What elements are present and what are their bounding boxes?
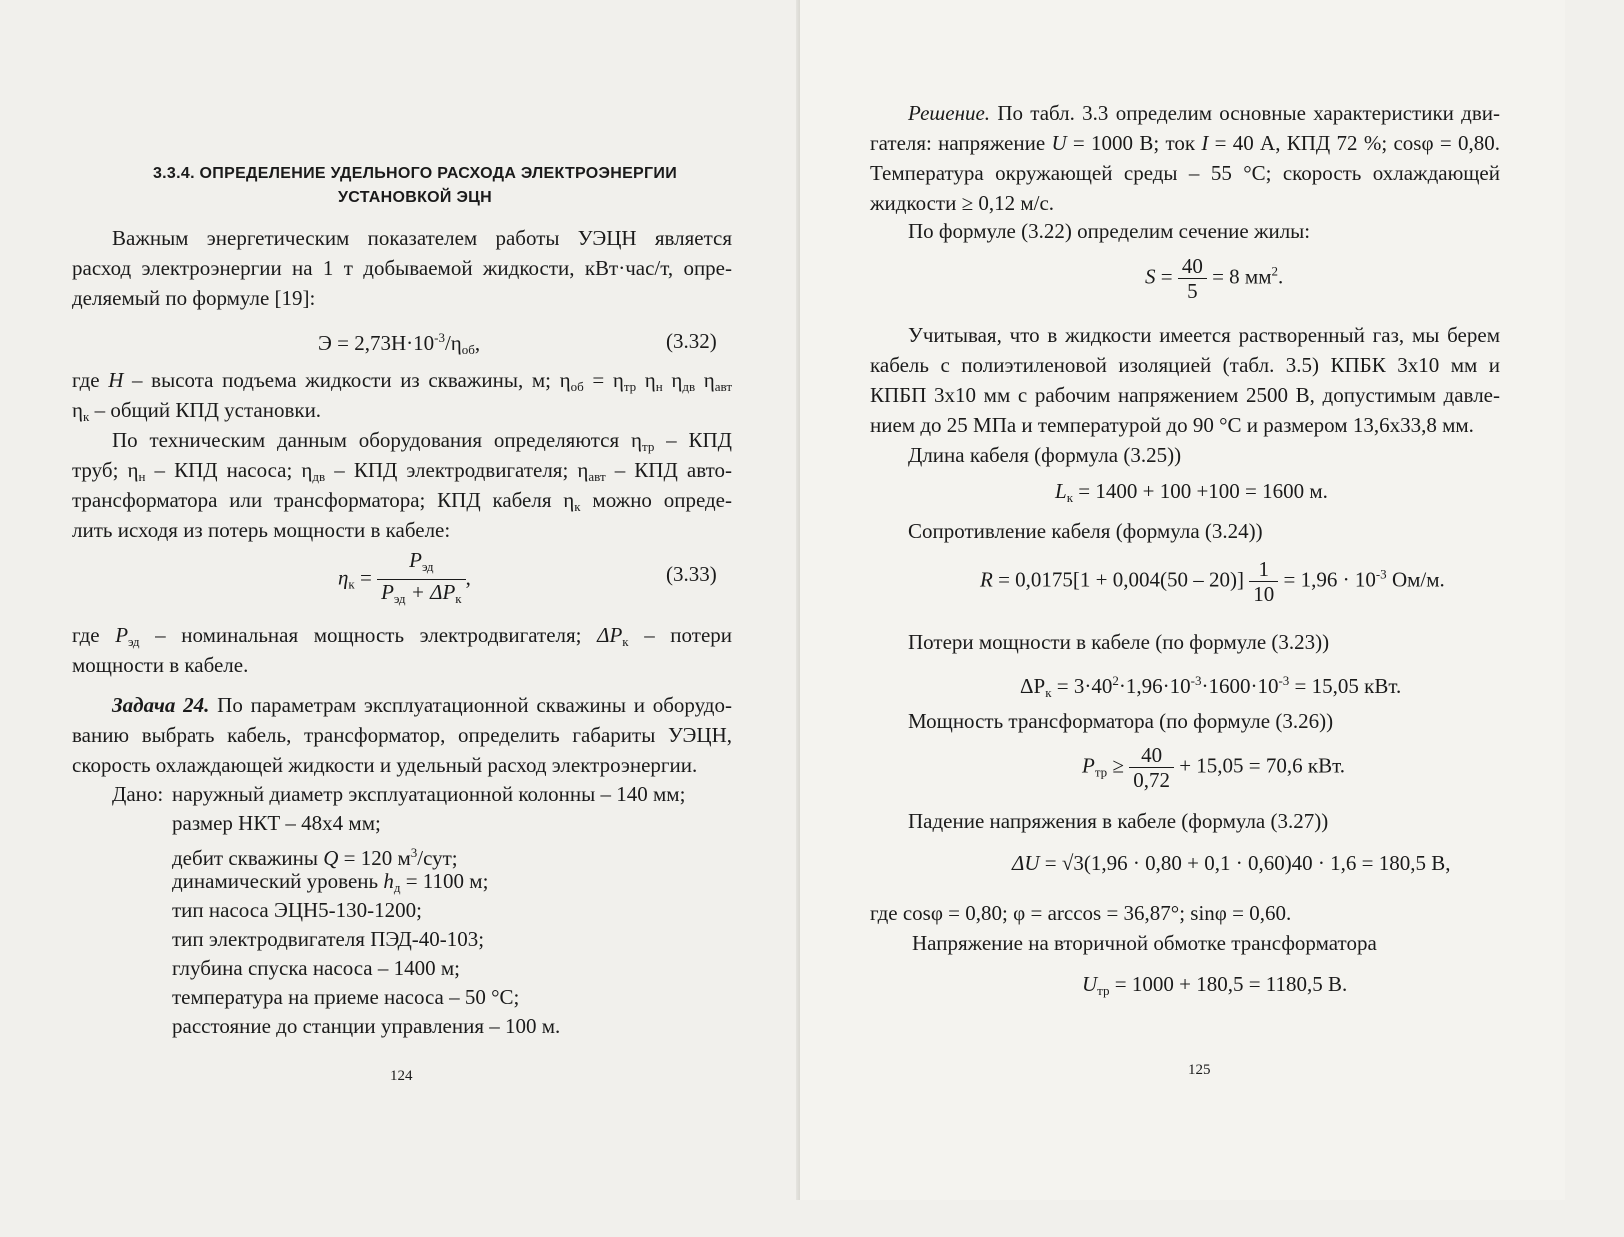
loss-d: = 15,05 кВт. <box>1289 674 1402 698</box>
where3-a: где <box>72 623 116 647</box>
loss-b: ·1,96·10 <box>1118 674 1191 698</box>
fS-den: 5 <box>1187 279 1198 303</box>
left-page <box>0 0 800 1200</box>
loss-c: ·1600·10 <box>1201 674 1279 698</box>
formula-resistance <box>980 557 1445 606</box>
equation-number-3-32: (3.32) <box>666 329 717 353</box>
sol2-c: = 40 А, КПД 72 %; cosφ = 0,80. <box>1208 131 1500 155</box>
f333-lhs: η <box>338 565 349 590</box>
where2-s: к <box>82 409 90 424</box>
sol2-I: I <box>1201 131 1209 155</box>
res-fraction <box>1249 557 1278 606</box>
tech2-s1: н <box>138 469 146 484</box>
voltage-drop-label: Падение напряжения в кабеле (формула (3.27)) <box>908 809 1329 833</box>
fS-sup: 2 <box>1271 263 1279 279</box>
solution-line-2 <box>870 128 1500 158</box>
tr-lhs: P <box>1082 753 1095 778</box>
where1-s1: об <box>570 379 584 394</box>
given-label: Дано: <box>112 782 164 806</box>
where1-s4: дв <box>682 379 696 394</box>
where3-b: – номинальная мощность электродвигателя; <box>139 623 598 647</box>
len-rhs: = 1400 + 100 +100 = 1600 м. <box>1073 479 1328 503</box>
sol2-a: гателя: напряжение <box>870 131 1052 155</box>
where1-b: – высота подъема жидкости из скважины, м; η <box>132 368 571 392</box>
task-l1: По параметрам эксплуатационной скважины и оборудо- <box>209 693 732 717</box>
res-num: 1 <box>1249 557 1278 582</box>
secondary-voltage-label: Напряжение на вторичной обмотке трансформатора <box>912 931 1377 955</box>
task-line-3: скорость охлаждающей жидкости и удельный расход электроэнергии. <box>72 753 698 777</box>
f333-numerator <box>377 548 466 580</box>
sol2-b: = 1000 В; ток <box>1066 131 1202 155</box>
tr-den: 0,72 <box>1133 768 1170 792</box>
where3-dP: ΔP <box>597 623 623 647</box>
cos-phi-line: где cosφ = 0,80; φ = arccos = 36,87°; sinφ = 0,60. <box>870 901 1292 925</box>
solution-title: Решение. <box>908 101 991 125</box>
where3-c: – потери <box>628 623 733 647</box>
tr-sub: тр <box>1094 764 1108 780</box>
page-number-right: 125 <box>1188 1062 1211 1078</box>
where3-P: P <box>115 623 129 647</box>
sol-l1: По табл. 3.3 определим основные характеристики дви- <box>990 101 1500 125</box>
fS-eq: = <box>1155 264 1173 289</box>
given-1: наружный диаметр эксплуатационной колонны – 140 мм; <box>172 782 686 806</box>
len-L: L <box>1055 479 1067 503</box>
tr-rhs: + 15,05 = 70,6 кВт. <box>1173 753 1345 778</box>
f333-lhs-sub: к <box>348 576 355 592</box>
tech2-d: – КПД авто- <box>605 458 732 482</box>
cable-resistance-label: Сопротивление кабеля (формула (3.24)) <box>908 519 1263 543</box>
given3-sup: 3 <box>410 845 418 860</box>
given3-b: = 120 м <box>338 846 411 870</box>
where1-e: η <box>662 368 683 392</box>
gas-line-1: Учитывая, что в жидкости имеется растворенный газ, мы берем <box>908 323 1500 347</box>
given4-sub: д <box>393 880 401 895</box>
gas-line-4: нием до 25 МПа и температурой до 90 °С и размером 13,6х33,8 мм. <box>870 413 1474 437</box>
intro-line-2: расход электроэнергии на 1 т добываемой жидкости, кВт·час/т, опре- <box>72 256 732 280</box>
loss-a: = 3·40 <box>1051 674 1113 698</box>
tech2-s3: авт <box>588 469 606 484</box>
power-loss-label: Потери мощности в кабеле (по формуле (3.23)) <box>908 630 1330 654</box>
du-rhs: = √3(1,96 · 0,80 + 0,1 · 0,60)40 · 1,6 = 180,5 В, <box>1039 851 1451 875</box>
intro-line-1: Важным энергетическим показателем работы УЭЦН является <box>112 226 732 250</box>
utr-sub: тр <box>1097 983 1110 998</box>
given-2: размер НКТ – 48х4 мм; <box>172 811 381 835</box>
by-formula-3-22: По формуле (3.22) определим сечение жилы: <box>908 219 1311 243</box>
heading-line-1: 3.3.4. ОПРЕДЕЛЕНИЕ УДЕЛЬНОГО РАСХОДА ЭЛЕКТРОЭНЕРГИИ <box>152 165 678 182</box>
tr-fraction <box>1129 743 1174 792</box>
res-a: = 0,0175[1 + 0,004(50 – 20)] <box>992 567 1244 592</box>
f333-den-b: + ΔP <box>405 580 456 604</box>
f333-den-sub2: к <box>455 591 462 606</box>
formula-S <box>1145 254 1283 303</box>
formula-cable-length <box>1055 476 1328 513</box>
intro-line-3: деляемый по формуле [19]: <box>72 286 316 310</box>
loss-sup1: 2 <box>1112 673 1119 688</box>
f333-fraction <box>377 548 466 611</box>
f333-den-a: P <box>381 580 394 604</box>
where1-H: H <box>108 368 124 392</box>
section-heading <box>120 162 710 210</box>
loss-lhs: ΔP <box>1020 674 1046 698</box>
where3-s: эд <box>128 634 140 649</box>
gas-line-3: КПБП 3х10 мм с рабочим напряжением 2500 В, допустимым давле- <box>870 383 1500 407</box>
where2-b: – общий КПД установки. <box>89 398 322 422</box>
fS-lhs: S <box>1145 264 1156 289</box>
formula-3-32 <box>318 323 480 365</box>
given4-a: динамический уровень <box>172 869 384 893</box>
res-b: = 1,96 · 10 <box>1278 567 1376 592</box>
f332-sup: -3 <box>434 330 445 345</box>
transformer-power-label: Мощность трансформатора (по формуле (3.26)) <box>908 709 1334 733</box>
fS-tail: . <box>1278 264 1284 289</box>
given4-b: = 1100 м; <box>400 869 489 893</box>
solution-line-3: Температура окружающей среды – 55 °С; скорость охлаждающей <box>870 161 1500 185</box>
given-5: тип насоса ЭЦН5-130-1200; <box>172 898 422 922</box>
tech3-s: к <box>574 499 581 514</box>
given-7: глубина спуска насоса – 1400 м; <box>172 956 460 980</box>
utr-rhs: = 1000 + 180,5 = 1180,5 В. <box>1109 972 1348 996</box>
task-title: Задача 24. <box>112 693 210 717</box>
f332-b: /η <box>444 331 462 355</box>
task-line-1 <box>112 690 732 720</box>
where1-f: η <box>695 368 715 392</box>
where1-c: = η <box>583 368 624 392</box>
f333-num-sub: эд <box>422 559 434 574</box>
fS-rhs: = 8 мм <box>1206 264 1272 289</box>
loss-sub: к <box>1045 685 1052 700</box>
f333-den-sub: эд <box>393 591 406 606</box>
tr-num: 40 <box>1129 743 1174 768</box>
f333-num: P <box>409 548 422 572</box>
res-lhs: R <box>980 567 993 592</box>
formula-power-loss <box>1020 666 1401 708</box>
tech1-b: – КПД <box>654 428 732 452</box>
tech1-a: По техническим данным оборудования определяются η <box>112 428 642 452</box>
utr-lhs: U <box>1082 972 1098 996</box>
where1-d: η <box>636 368 656 392</box>
where3-s2: к <box>622 634 629 649</box>
f332-c: , <box>474 331 481 355</box>
where1-s5: авт <box>714 379 733 394</box>
solution-line-1 <box>908 98 1500 128</box>
f333-eq: = <box>354 565 372 590</box>
loss-sup2: -3 <box>1190 673 1202 688</box>
given-9: расстояние до станции управления – 100 м. <box>172 1014 561 1038</box>
given3-a: дебит скважины <box>172 846 324 870</box>
heading-line-2: УСТАНОВКОЙ ЭЦН <box>338 189 492 206</box>
tech2-s2: дв <box>312 469 326 484</box>
fS-num: 40 <box>1178 254 1207 279</box>
f332-sub: об <box>461 342 475 357</box>
solution-line-4: жидкости ≥ 0,12 м/с. <box>870 191 1055 215</box>
sol2-U: U <box>1051 131 1067 155</box>
len-sub: к <box>1066 490 1074 505</box>
du-lhs: ΔU <box>1012 851 1040 875</box>
cable-length-label: Длина кабеля (формула (3.25)) <box>908 443 1182 467</box>
given-8: температура на приеме насоса – 50 °С; <box>172 985 520 1009</box>
f333-denominator <box>377 580 466 611</box>
formula-secondary-voltage <box>1082 969 1347 1006</box>
where1-a: где <box>72 368 100 392</box>
formula-3-33 <box>338 548 471 611</box>
formula-transformer-power <box>1082 743 1345 792</box>
fS-fraction <box>1178 254 1207 303</box>
tech2-a: труб; η <box>72 458 139 482</box>
tech2-c: – КПД электродвигателя; η <box>325 458 589 482</box>
equation-number-3-33: (3.33) <box>666 562 717 586</box>
tech3-a: трансформатора или трансформатора; КПД кабеля η <box>72 488 575 512</box>
tech2-b: – КПД насоса; η <box>145 458 313 482</box>
where1-s2: тр <box>623 379 637 394</box>
res-sup: -3 <box>1375 566 1387 582</box>
given4-h: h <box>383 869 394 893</box>
given3-c: /сут; <box>417 846 458 870</box>
given3-Q: Q <box>323 846 339 870</box>
formula-voltage-drop <box>1012 848 1451 878</box>
given-6: тип электродвигателя ПЭД-40-103; <box>172 927 485 951</box>
where-line-4: мощности в кабеле. <box>72 653 249 677</box>
where2-a: η <box>72 398 83 422</box>
tech1-s: тр <box>641 439 655 454</box>
f333-tail: , <box>465 565 471 590</box>
res-den: 10 <box>1253 582 1275 606</box>
tr-ge: ≥ <box>1107 753 1124 778</box>
page-number-left: 124 <box>390 1068 413 1084</box>
loss-sup3: -3 <box>1278 673 1290 688</box>
res-c: Ом/м. <box>1386 567 1445 592</box>
f332-a: Э = 2,73Н·10 <box>318 331 435 355</box>
task-line-2: ванию выбрать кабель, трансформатор, определить габариты УЭЦН, <box>72 723 732 747</box>
tech3-b: можно опреде- <box>580 488 732 512</box>
tech-line-4: лить исходя из потерь мощности в кабеле: <box>72 518 451 542</box>
right-page <box>800 0 1565 1200</box>
where1-s3: н <box>655 379 663 394</box>
gas-line-2: кабель с полиэтиленовой изоляцией (табл. 3.5) КПБК 3х10 мм и <box>870 353 1500 377</box>
